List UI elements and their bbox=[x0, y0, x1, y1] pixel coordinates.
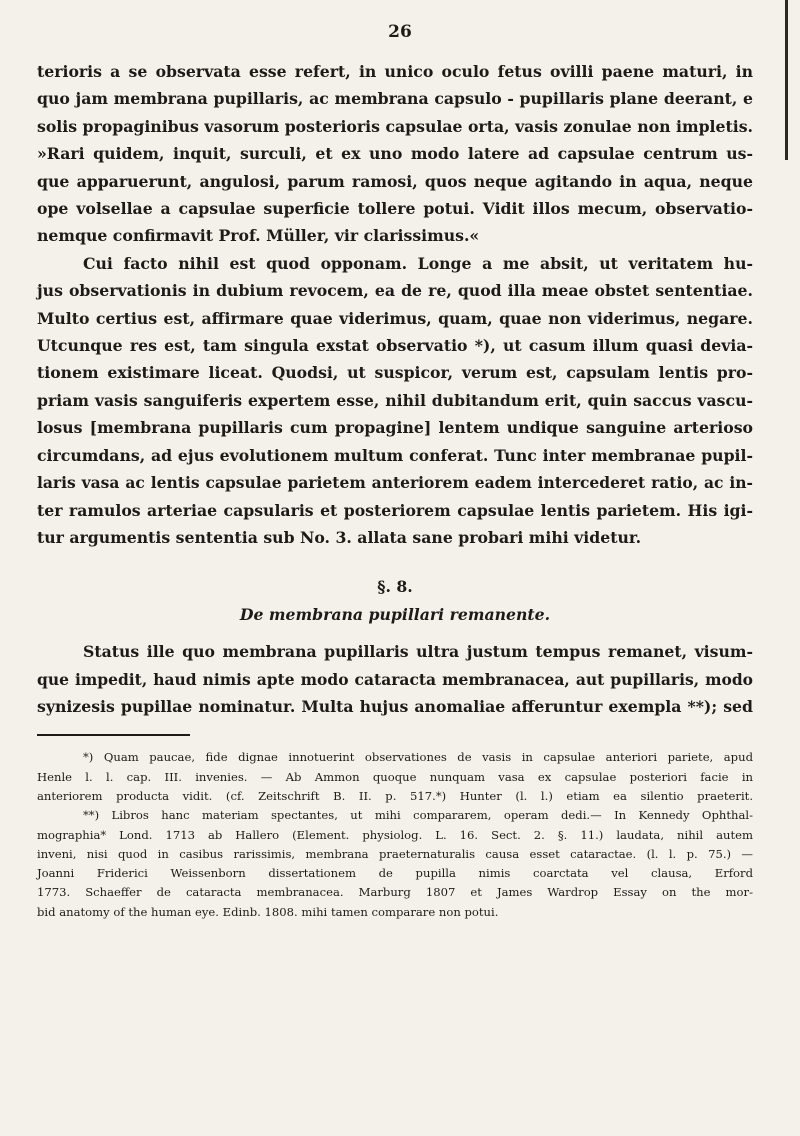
text-line: Utcunque res est, tam singula exstat observatio *), ut casum illum quasi devia- bbox=[37, 336, 753, 356]
text-line: terioris a se observata esse refert, in unico oculo fetus ovilli paene maturi, in bbox=[37, 62, 753, 81]
footnote-line: mographia* Lond. 1713 ab Hallero (Element. physiolog. L. 16. Sect. 2. §. 11.) laudata, nihil autem bbox=[37, 827, 753, 842]
footnote-line: **) Libros hanc materiam spectantes, ut mihi compararem, operam dedi.— In Kennedy Ophthal- bbox=[83, 808, 753, 823]
text-line: ter ramulos arteriae capsularis et posteriorem capsulae lentis parietem. His igi- bbox=[37, 500, 753, 520]
text-line: circumdans, ad ejus evolutionem multum conferat. Tunc inter membranae pupil- bbox=[37, 445, 753, 465]
footnote-line: inveni, nisi quod in casibus rarissimis, membrana praeternaturalis causa esset cataractae. (l. l. p. 75.) — bbox=[37, 846, 753, 861]
footnote-divider bbox=[37, 734, 190, 736]
text-line: »Rari quidem, inquit, surculi, et ex uno modo latere ad capsulae centrum us- bbox=[37, 144, 753, 164]
text-line: losus [membrana pupillaris cum propagine] lentem undique sanguine arterioso bbox=[37, 418, 753, 438]
page-number: 26 bbox=[388, 22, 412, 42]
text-line: priam vasis sanguiferis expertem esse, nihil dubitandum erit, quin saccus vascu- bbox=[37, 390, 753, 410]
text-line: ope volsellae a capsulae superficie tollere potui. Vidit illos mecum, observatio- bbox=[37, 199, 753, 219]
section-paragraph bbox=[37, 638, 753, 720]
text-line: Cui facto nihil est quod opponam. Longe a me absit, ut veritatem hu- bbox=[83, 253, 753, 273]
footnotes bbox=[37, 748, 753, 922]
text-line: synizesis pupillae nominatur. Multa hujus anomaliae afferuntur exempla **); sed bbox=[37, 696, 753, 716]
text-line: tur argumentis sententia sub No. 3. allata sane probari mihi videtur. bbox=[37, 527, 642, 547]
text-line: jus observationis in dubium revocem, ea de re, quod illa meae obstet sententiae. bbox=[37, 281, 753, 301]
section-number: §. 8. bbox=[377, 577, 413, 597]
text-line: tionem existimare liceat. Quodsi, ut suspicor, verum est, capsulam lentis pro- bbox=[37, 363, 753, 383]
text-line: nemque confirmavit Prof. Müller, vir clarissimus.« bbox=[37, 226, 480, 246]
main-text bbox=[37, 58, 753, 922]
footnote-line: anteriorem producta vidit. (cf. Zeitschrift B. II. p. 517.*) Hunter (l. l.) etiam ea silentio praeterit. bbox=[37, 788, 753, 803]
section-title: De membrana pupillari remanente. bbox=[239, 604, 551, 624]
footnote-line: Joanni Friderici Weissenborn dissertationem de pupilla nimis coarctata vel clausa, Erford bbox=[37, 866, 753, 881]
text-line: quo jam membrana pupillaris, ac membrana capsulo - pupillaris plane deerant, e bbox=[37, 89, 753, 109]
footnote-line: bid anatomy of the human eye. Edinb. 1808. mihi tamen comparare non potui. bbox=[37, 904, 499, 919]
text-line: que impedit, haud nimis apte modo cataracta membranacea, aut pupillaris, modo bbox=[37, 669, 753, 689]
body-paragraphs bbox=[37, 58, 753, 551]
text-line: laris vasa ac lentis capsulae parietem anteriorem eadem intercederet ratio, ac in- bbox=[37, 473, 753, 493]
footnote-line: *) Quam paucae, fide dignae innotuerint observationes de vasis in capsulae anteriori pariete, apud bbox=[83, 750, 753, 765]
text-line: que apparuerunt, angulosi, parum ramosi, quos neque agitando in aqua, neque bbox=[37, 171, 753, 191]
footnote-line: Henle l. l. cap. III. invenies. — Ab Ammon quoque nunquam vasa ex capsulae posteriori facie in bbox=[37, 769, 753, 784]
text-line: Multo certius est, affirmare quae viderimus, quam, quae non viderimus, negare. bbox=[37, 308, 753, 328]
text-line: Status ille quo membrana pupillaris ultra justum tempus remanet, visum- bbox=[83, 642, 753, 662]
text-line: solis propaginibus vasorum posterioris capsulae orta, vasis zonulae non impletis. bbox=[37, 116, 753, 136]
footnote-line: 1773. Schaeffer de cataracta membranacea. Marburg 1807 et James Wardrop Essay on the mor- bbox=[37, 885, 753, 900]
